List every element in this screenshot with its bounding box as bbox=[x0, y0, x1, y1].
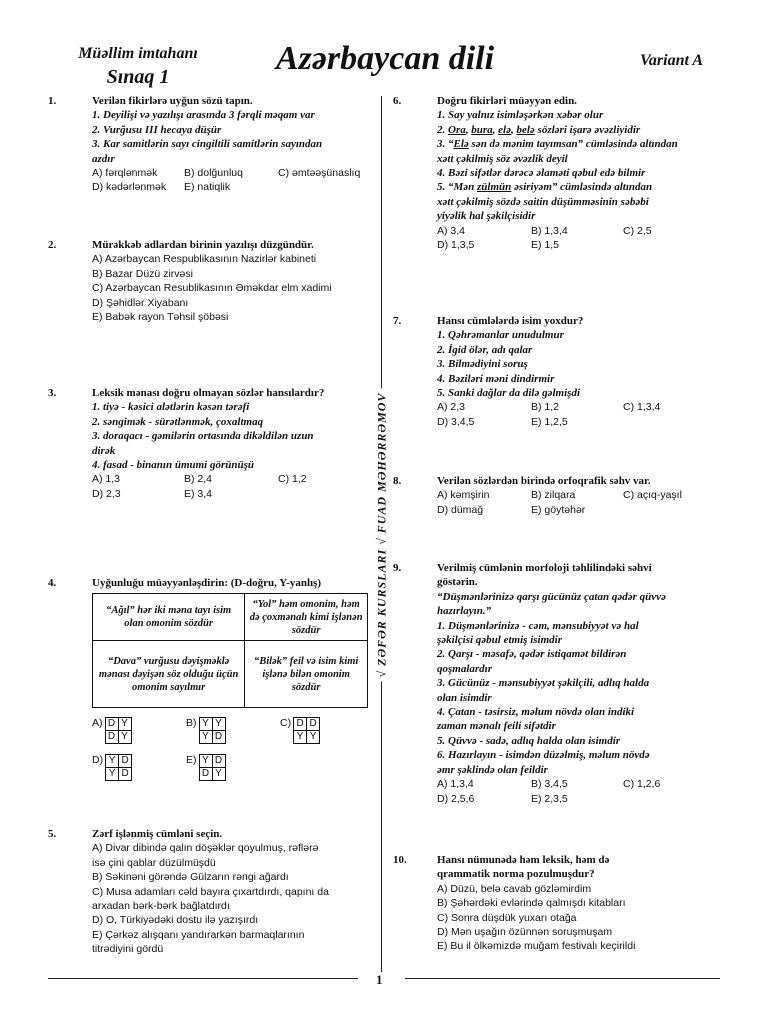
statement-cell: “Ağıl” hər iki məna tayı isim olan omonim sözdür bbox=[93, 594, 245, 641]
variant-label: Variant A bbox=[640, 52, 703, 69]
answer-option[interactable]: A) Divar dibində qalın döşəklər qoyulmuş, rəflərə bbox=[92, 842, 319, 855]
statement-cell: “Yol” həm omonim, həm də çoxmənalı kimi işlənən sözdür bbox=[245, 594, 368, 641]
answer-option-grid-e[interactable] bbox=[186, 754, 226, 781]
grid-cell: D bbox=[105, 718, 118, 731]
grid-cell: Y bbox=[118, 731, 131, 744]
item-suffix: əsiriyəm” cümləsində altından bbox=[511, 181, 653, 194]
separator: , bbox=[492, 123, 499, 136]
statement-cell: “Bilək” feil və isim kimi işlənə bilən omonim sözdür bbox=[245, 641, 368, 708]
question-item bbox=[437, 180, 723, 194]
answer-option[interactable]: C) Sonra düşdük yuxarı otağa bbox=[437, 911, 577, 924]
option-label: E) bbox=[186, 754, 197, 766]
answer-option[interactable]: E) 2,3,5 bbox=[531, 792, 568, 805]
grid-cell: Y bbox=[212, 768, 225, 781]
option-label: A) bbox=[92, 717, 103, 729]
underlined-word: Ora bbox=[448, 123, 466, 136]
question-item: 4. fasad - binanın ümumi görünüşü bbox=[92, 459, 255, 472]
page-title: Azərbaycan dili bbox=[275, 40, 495, 77]
grid-cell: D bbox=[119, 768, 132, 781]
answer-option[interactable]: A) Azərbaycan Respublikasının Nazirlər kabineti bbox=[92, 253, 317, 266]
underlined-word: zülmün bbox=[477, 181, 512, 194]
question-item: əmr şəklində olan feildir bbox=[437, 763, 548, 776]
option-label: B) bbox=[186, 717, 197, 729]
underlined-word: bura bbox=[471, 123, 493, 136]
question-text: Leksik mənası doğru olmayan sözlər hansılardır? bbox=[92, 387, 325, 399]
answer-option[interactable]: C) əmtəəşünaslıq bbox=[278, 167, 361, 180]
statement-table bbox=[92, 593, 368, 708]
answer-option-continued: arxadan bərk-bərk bağlatdırdı bbox=[92, 900, 230, 913]
answer-grid bbox=[199, 717, 226, 744]
answer-grid bbox=[105, 717, 132, 744]
grid-cell: Y bbox=[199, 755, 212, 768]
page-number: 1 bbox=[376, 972, 383, 987]
question-item: 2. İgid ölər, adı qalar bbox=[437, 343, 533, 356]
underlined-word: elə bbox=[498, 123, 511, 136]
question-number: 5. bbox=[48, 828, 57, 840]
question-number: 8. bbox=[393, 475, 402, 487]
grid-cell: D bbox=[294, 718, 307, 731]
question-item: 5. Sanki dağlar da dilə gəlmişdi bbox=[437, 387, 581, 400]
question-1 bbox=[48, 94, 378, 195]
question-item: yiyəlik hal şəkilçisidir bbox=[437, 210, 536, 223]
exam-round: Sınaq 1 bbox=[106, 66, 170, 88]
answer-option[interactable]: D) kədərlənmək bbox=[92, 181, 167, 194]
grid-cell: Y bbox=[199, 731, 212, 744]
question-item: 2. Qarşı - məsafə, qədər istiqamət bildirən bbox=[437, 648, 627, 661]
question-10 bbox=[393, 853, 723, 954]
answer-option[interactable]: E) 3,4 bbox=[184, 487, 213, 500]
question-item: 1. Say yalnız isimləşərkən xəbər olur bbox=[437, 109, 604, 122]
answer-option[interactable]: D) 2,5,6 bbox=[437, 792, 475, 805]
question-item: 5. Qüvvə - sadə, adlıq halda olan isimdir bbox=[437, 734, 621, 747]
answer-option-continued: isə çini qablar düzülmüşdü bbox=[92, 856, 216, 869]
separator: , bbox=[465, 123, 472, 136]
grid-cell: D bbox=[119, 755, 132, 768]
answer-option[interactable]: A) fərqlənmək bbox=[92, 167, 158, 180]
item-suffix: sözləri işarə əvəzliyidir bbox=[534, 123, 641, 136]
question-item bbox=[437, 123, 723, 137]
question-item: “Düşmənlərinizə qarşı gücünüz çatan qədər qüvvə bbox=[437, 590, 666, 603]
question-item: 3. Kar samitlərin sayı cingiltili samitlərin sayından bbox=[92, 138, 323, 151]
question-item: xətt çəkilmiş sözdə saitin düşümməsinin səbəbi bbox=[437, 195, 649, 208]
question-5 bbox=[48, 827, 378, 957]
question-number: 9. bbox=[393, 562, 402, 574]
answer-option[interactable]: D) O, Türkiyədəki dostu ilə yazışırdı bbox=[92, 914, 259, 927]
answer-option[interactable]: E) Çərkəz alışqanı yandırarkən barmaqlarının bbox=[92, 928, 305, 941]
question-number: 6. bbox=[393, 95, 402, 107]
answer-option[interactable]: A) 3,4 bbox=[437, 224, 466, 237]
answer-option[interactable]: C) 2,5 bbox=[623, 224, 652, 237]
answer-option[interactable]: D) 1,3,5 bbox=[437, 239, 475, 252]
question-text: qrammatik norma pozulmuşdur? bbox=[437, 868, 595, 881]
question-text: Uyğunluğu müəyyənləşdirin: (D-doğru, Y-yanlış) bbox=[92, 577, 321, 589]
answer-option[interactable]: A) 2,3 bbox=[437, 401, 466, 414]
grid-cell: D bbox=[199, 768, 212, 781]
grid-cell: D bbox=[307, 718, 320, 731]
question-item: 3. Gücünüz - mənsubiyyət şəkilçili, adlıq halda bbox=[437, 677, 650, 690]
grid-cell: Y bbox=[106, 755, 119, 768]
grid-cell: Y bbox=[106, 768, 119, 781]
answer-option[interactable]: B) dolğunluq bbox=[184, 167, 243, 180]
option-label: C) bbox=[280, 717, 292, 729]
answer-option[interactable]: E) natiqlik bbox=[184, 181, 231, 194]
question-text: Doğru fikirləri müəyyən edin. bbox=[437, 95, 577, 107]
item-prefix: 5. “Mən bbox=[437, 181, 478, 194]
answer-option-grid-d[interactable] bbox=[92, 754, 132, 781]
answer-option[interactable]: D) Şəhidlər Xiyabanı bbox=[92, 296, 189, 309]
question-item: 1. Qəhrəmanlar unudulmur bbox=[437, 329, 564, 342]
answer-option-grid-c[interactable] bbox=[280, 717, 320, 744]
answer-option[interactable]: D) dümağ bbox=[437, 503, 484, 516]
answer-option[interactable]: C) Azərbaycan Resublikasının Əməkdar elm xadimi bbox=[92, 282, 332, 295]
item-suffix: sən də mənim tayımsan” cümləsində altından bbox=[468, 138, 678, 151]
answer-option[interactable]: B) Şəhərdəki evlərində qalmışdı kitabları bbox=[437, 897, 626, 910]
exam-header bbox=[48, 44, 228, 90]
statement-cell: “Dava” vurğusu dəyişməklə mənası dəyişən söz olduğu üçün omonim sayılmır bbox=[93, 641, 245, 708]
question-item: azdır bbox=[92, 152, 115, 165]
question-text: Verilən sözlərdən birində orfoqrafik səhv var. bbox=[437, 475, 651, 487]
question-text: göstərin. bbox=[437, 576, 478, 589]
question-item: xətt çəkilmiş söz əvəzlik deyil bbox=[437, 152, 568, 165]
answer-option[interactable]: B) 3,4,5 bbox=[531, 778, 568, 791]
item-prefix: 3. “ bbox=[437, 138, 454, 151]
item-prefix: 2. bbox=[437, 123, 448, 136]
answer-option[interactable]: B) 1,2 bbox=[531, 401, 560, 414]
question-text: Zərf işlənmiş cümləni seçin. bbox=[92, 828, 223, 840]
question-item bbox=[437, 137, 723, 151]
answer-option[interactable]: A) kəmşirin bbox=[437, 489, 490, 502]
footer-rule-right bbox=[405, 978, 720, 979]
exam-type: Müəllim imtahanı bbox=[78, 45, 198, 62]
question-item: 1. Deyilişi və yazılışı arasında 3 fərqli məqam var bbox=[92, 109, 315, 122]
question-number: 1. bbox=[48, 95, 57, 107]
answer-option[interactable]: A) 1,3,4 bbox=[437, 778, 474, 791]
question-number: 3. bbox=[48, 387, 57, 399]
question-text: Hansı nümunədə həm leksik, həm də bbox=[437, 854, 610, 866]
underlined-word: belə bbox=[516, 123, 535, 136]
vertical-watermark-text: √ ZƏFƏR KURSLARI √ FUAD MƏHƏRRƏMOV bbox=[373, 389, 392, 682]
question-3 bbox=[48, 386, 378, 501]
question-number: 2. bbox=[48, 239, 57, 251]
question-number: 10. bbox=[393, 854, 407, 866]
grid-cell: Y bbox=[294, 731, 307, 744]
grid-cell: Y bbox=[212, 718, 225, 731]
answer-grid bbox=[199, 754, 226, 781]
grid-cell: D bbox=[212, 755, 225, 768]
question-item: 1. Düşmənlərinizə - cəm, mənsubiyyət və hal bbox=[437, 619, 639, 632]
answer-option[interactable]: C) 1,2,6 bbox=[623, 778, 661, 791]
grid-cell: D bbox=[212, 731, 225, 744]
answer-option[interactable]: D) 3,4,5 bbox=[437, 415, 475, 428]
question-text: Mürəkkəb adlardan birinin yazılışı düzgündür. bbox=[92, 239, 314, 251]
question-6 bbox=[393, 94, 723, 252]
answer-grid bbox=[105, 754, 132, 781]
question-item: zaman mənalı feili sifətdir bbox=[437, 720, 556, 733]
question-item: 1. tiyə - kəsici alətlərin kəsən tərəfi bbox=[92, 401, 250, 414]
footer-rule-left bbox=[48, 978, 358, 979]
answer-option[interactable]: E) 1,5 bbox=[531, 239, 560, 252]
option-label: D) bbox=[92, 754, 104, 766]
answer-option[interactable]: B) 2,4 bbox=[184, 473, 213, 486]
answer-option[interactable]: D) 2,3 bbox=[92, 487, 121, 500]
grid-cell: Y bbox=[118, 718, 131, 731]
question-item: olan isimdir bbox=[437, 691, 492, 704]
grid-cell: Y bbox=[307, 731, 320, 744]
answer-option[interactable]: E) 1,2,5 bbox=[531, 415, 568, 428]
question-number: 7. bbox=[393, 315, 402, 327]
question-item: qoşmalardır bbox=[437, 662, 493, 675]
question-9 bbox=[393, 561, 723, 806]
answer-option[interactable]: C) 1,2 bbox=[278, 473, 307, 486]
answer-option[interactable]: A) 1,3 bbox=[92, 473, 121, 486]
grid-cell: D bbox=[105, 731, 118, 744]
question-7 bbox=[393, 314, 723, 429]
question-item: 4. Bəziləri məni dindirmir bbox=[437, 372, 555, 385]
question-item: 3. doraqacı - gəmilərin ortasında dikəldilən uzun bbox=[92, 430, 314, 443]
answer-option[interactable]: E) Babək rayon Təhsil şöbəsi bbox=[92, 311, 229, 324]
question-number: 4. bbox=[48, 577, 57, 589]
grid-cell: Y bbox=[199, 718, 212, 731]
answer-option[interactable]: B) Səkinəni görəndə Gülzarın rəngi ağardı bbox=[92, 871, 289, 884]
answer-option[interactable]: B) Bazar Düzü zirvəsi bbox=[92, 267, 193, 280]
answer-option-grid-b[interactable] bbox=[186, 717, 226, 744]
answer-grid bbox=[293, 717, 320, 744]
answer-option[interactable]: E) Bu il ölkəmizdə muğam festivalı keçirildi bbox=[437, 940, 636, 953]
answer-option[interactable]: B) zilqara bbox=[531, 489, 576, 502]
answer-option-continued: titrədiyini gördü bbox=[92, 943, 164, 956]
question-item: hazırlayın.” bbox=[437, 605, 492, 618]
answer-option[interactable]: A) Düzü, belə cavab gözləmirdim bbox=[437, 882, 592, 895]
question-8 bbox=[393, 474, 723, 517]
question-item: 2. Vurğusu III hecaya düşür bbox=[92, 123, 222, 136]
answer-option[interactable]: B) 1,3,4 bbox=[531, 224, 568, 237]
question-4 bbox=[48, 576, 378, 708]
question-item: 6. Hazırlayın - isimdən düzəlmiş, məlum növdə bbox=[437, 749, 650, 762]
answer-option[interactable]: D) Mən uşağın özünnən soruşmuşam bbox=[437, 926, 613, 939]
answer-option[interactable]: C) 1,3,4 bbox=[623, 401, 661, 414]
question-item: 4. Çatan - təsirsiz, məlum növdə olan indiki bbox=[437, 706, 635, 719]
answer-option[interactable]: C) Musa adamları cəld bayıra çıxartdırdı, qapını da bbox=[92, 885, 329, 898]
answer-option[interactable]: C) açıq-yaşıl bbox=[623, 489, 682, 502]
question-2 bbox=[48, 238, 378, 324]
question-item: 2. səngimək - sürətlənmək, çoxaltmaq bbox=[92, 415, 264, 428]
separator: , bbox=[510, 123, 517, 136]
answer-option[interactable]: E) göytəhər bbox=[531, 503, 586, 516]
question-item: 4. Bəzi sifətlər dərəcə əlaməti qəbul edə bilmir bbox=[437, 167, 646, 180]
question-text: Verilən fikirlərə uyğun sözü tapın. bbox=[92, 95, 253, 107]
question-text: Verilmiş cümlənin morfoloji təhlilindəki səhvi bbox=[437, 562, 652, 574]
question-text: Hansı cümlələrdə isim yoxdur? bbox=[437, 315, 584, 327]
underlined-word: Elə bbox=[453, 138, 469, 151]
answer-option-grid-a[interactable] bbox=[92, 717, 132, 744]
question-item: şəkilçisi qəbul etmiş isimdir bbox=[437, 634, 562, 647]
question-item: dirək bbox=[92, 444, 116, 457]
question-item: 3. Bilmədiyini soruş bbox=[437, 358, 528, 371]
